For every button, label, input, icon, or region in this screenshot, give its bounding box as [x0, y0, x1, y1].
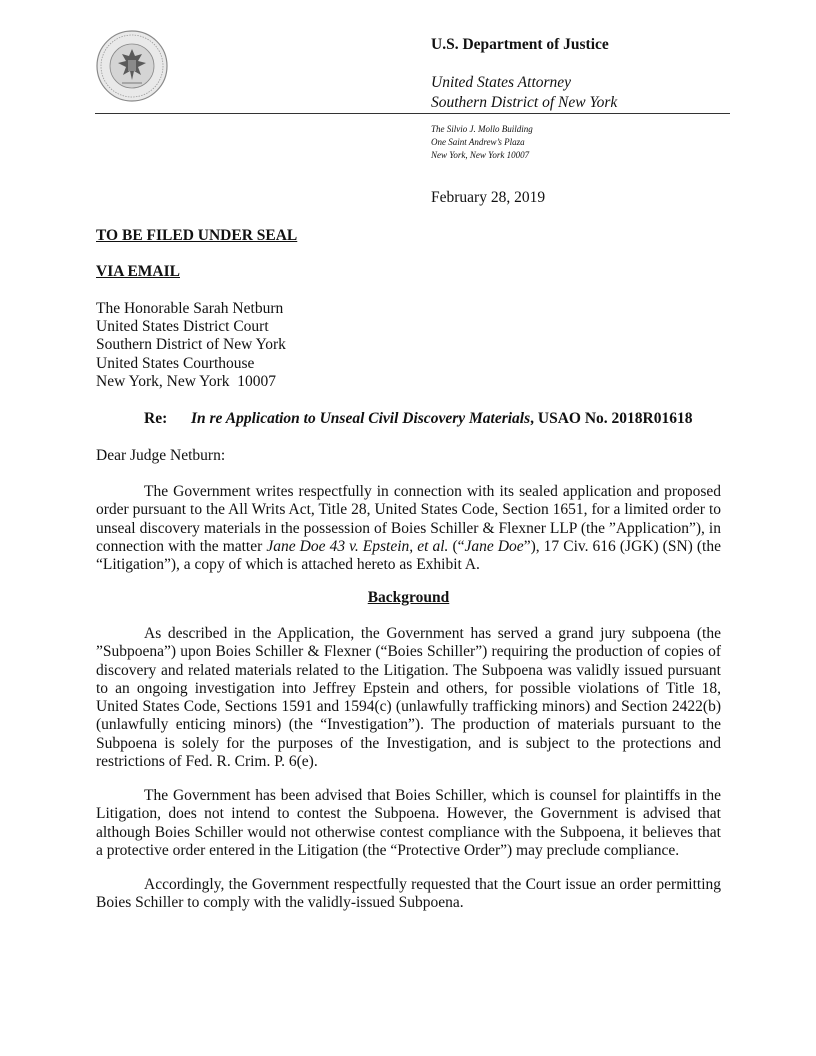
subject-line: [144, 410, 692, 428]
paragraph-subpoena: As described in the Application, the Government has served a grand jury subpoena (the ”Subpoena”) upon Boies Schiller & Flexner (“Boies Schiller”) requiring the production of copies of discovery and related materials related to the Litigation. The Subpoena was validly issued pursuant to an ongoing investigation into Jeffrey Epstein and others, for possible violations of Title 18, United States Code, Sections 1591 and 1594(c) (unlawfully trafficking minors) and Section 2422(b) (unlawfully enticing minors) (the “Investigation”). The production of materials pursuant to the Subpoena is solely for the purposes of the Investigation, and is subject to the protections and restrictions of Fed. R. Crim. P. 6(e).: [96, 625, 721, 771]
p1-case-name: Jane Doe 43 v. Epstein, et al.: [266, 537, 449, 555]
re-matter: In re Application to Unseal Civil Discovery Materials: [191, 410, 531, 427]
p1-text-b: (“: [448, 537, 465, 555]
address-line-3: New York, New York 10007: [431, 150, 530, 160]
office-line-2: Southern District of New York: [431, 94, 618, 111]
heading-text: Background: [367, 589, 450, 606]
p1-text-a: The Government writes respectfully in connection with its sealed application and proposed order pursuant to the All Writs Act, Title 28, United States Code, Section 1651, for a limited order to unseal discovery materials in the possession of Boies Schiller & Flexner LLP (the ”Application”), in connection with the matter: [96, 483, 721, 555]
re-label: Re:: [144, 410, 168, 427]
paragraph-request: Accordingly, the Government respectfully requested that the Court issue an order permitting Boies Schiller to comply with the validly-issued Subpoena.: [96, 876, 721, 912]
letterhead-divider: [95, 113, 730, 114]
address-line-1: The Silvio J. Mollo Building: [431, 124, 533, 134]
p1-text-c: ”), 17 Civ. 616 (JGK) (SN) (the “Litigation”), a copy of which is attached hereto as Exhibit A.: [96, 537, 721, 574]
recipient-line-5: New York, New York 10007: [96, 372, 276, 390]
recipient-block: [96, 300, 286, 391]
office-line-1: United States Attorney: [431, 74, 572, 91]
recipient-line-3: Southern District of New York: [96, 336, 286, 354]
filing-notice: TO BE FILED UNDER SEAL: [96, 227, 298, 244]
recipient-line-1: The Honorable Sarah Netburn: [96, 300, 284, 317]
paragraph-intro: [96, 483, 721, 574]
address-line-2: One Saint Andrew’s Plaza: [431, 137, 525, 147]
doj-seal-logo: [96, 30, 168, 102]
p1-short-name: Jane Doe: [464, 537, 524, 555]
office-name: [431, 73, 617, 113]
re-number: , USAO No. 2018R01618: [530, 410, 693, 427]
recipient-line-2: United States District Court: [96, 318, 269, 336]
section-heading-background: [96, 589, 721, 607]
recipient-line-4: United States Courthouse: [96, 354, 255, 372]
paragraph-protective-order: The Government has been advised that Boies Schiller, which is counsel for plaintiffs in the Litigation, does not intend to contest the Subpoena. However, the Government is advised that although Boies Schiller would not otherwise contest compliance with the Subpoena, it believes that a protective order entered in the Litigation (the “Protective Order”) may preclude compliance.: [96, 787, 721, 859]
salutation: Dear Judge Netburn:: [96, 447, 226, 464]
department-name: U.S. Department of Justice: [431, 36, 609, 53]
office-address: [431, 123, 533, 162]
delivery-method: VIA EMAIL: [96, 263, 180, 280]
letter-date: February 28, 2019: [431, 189, 546, 206]
